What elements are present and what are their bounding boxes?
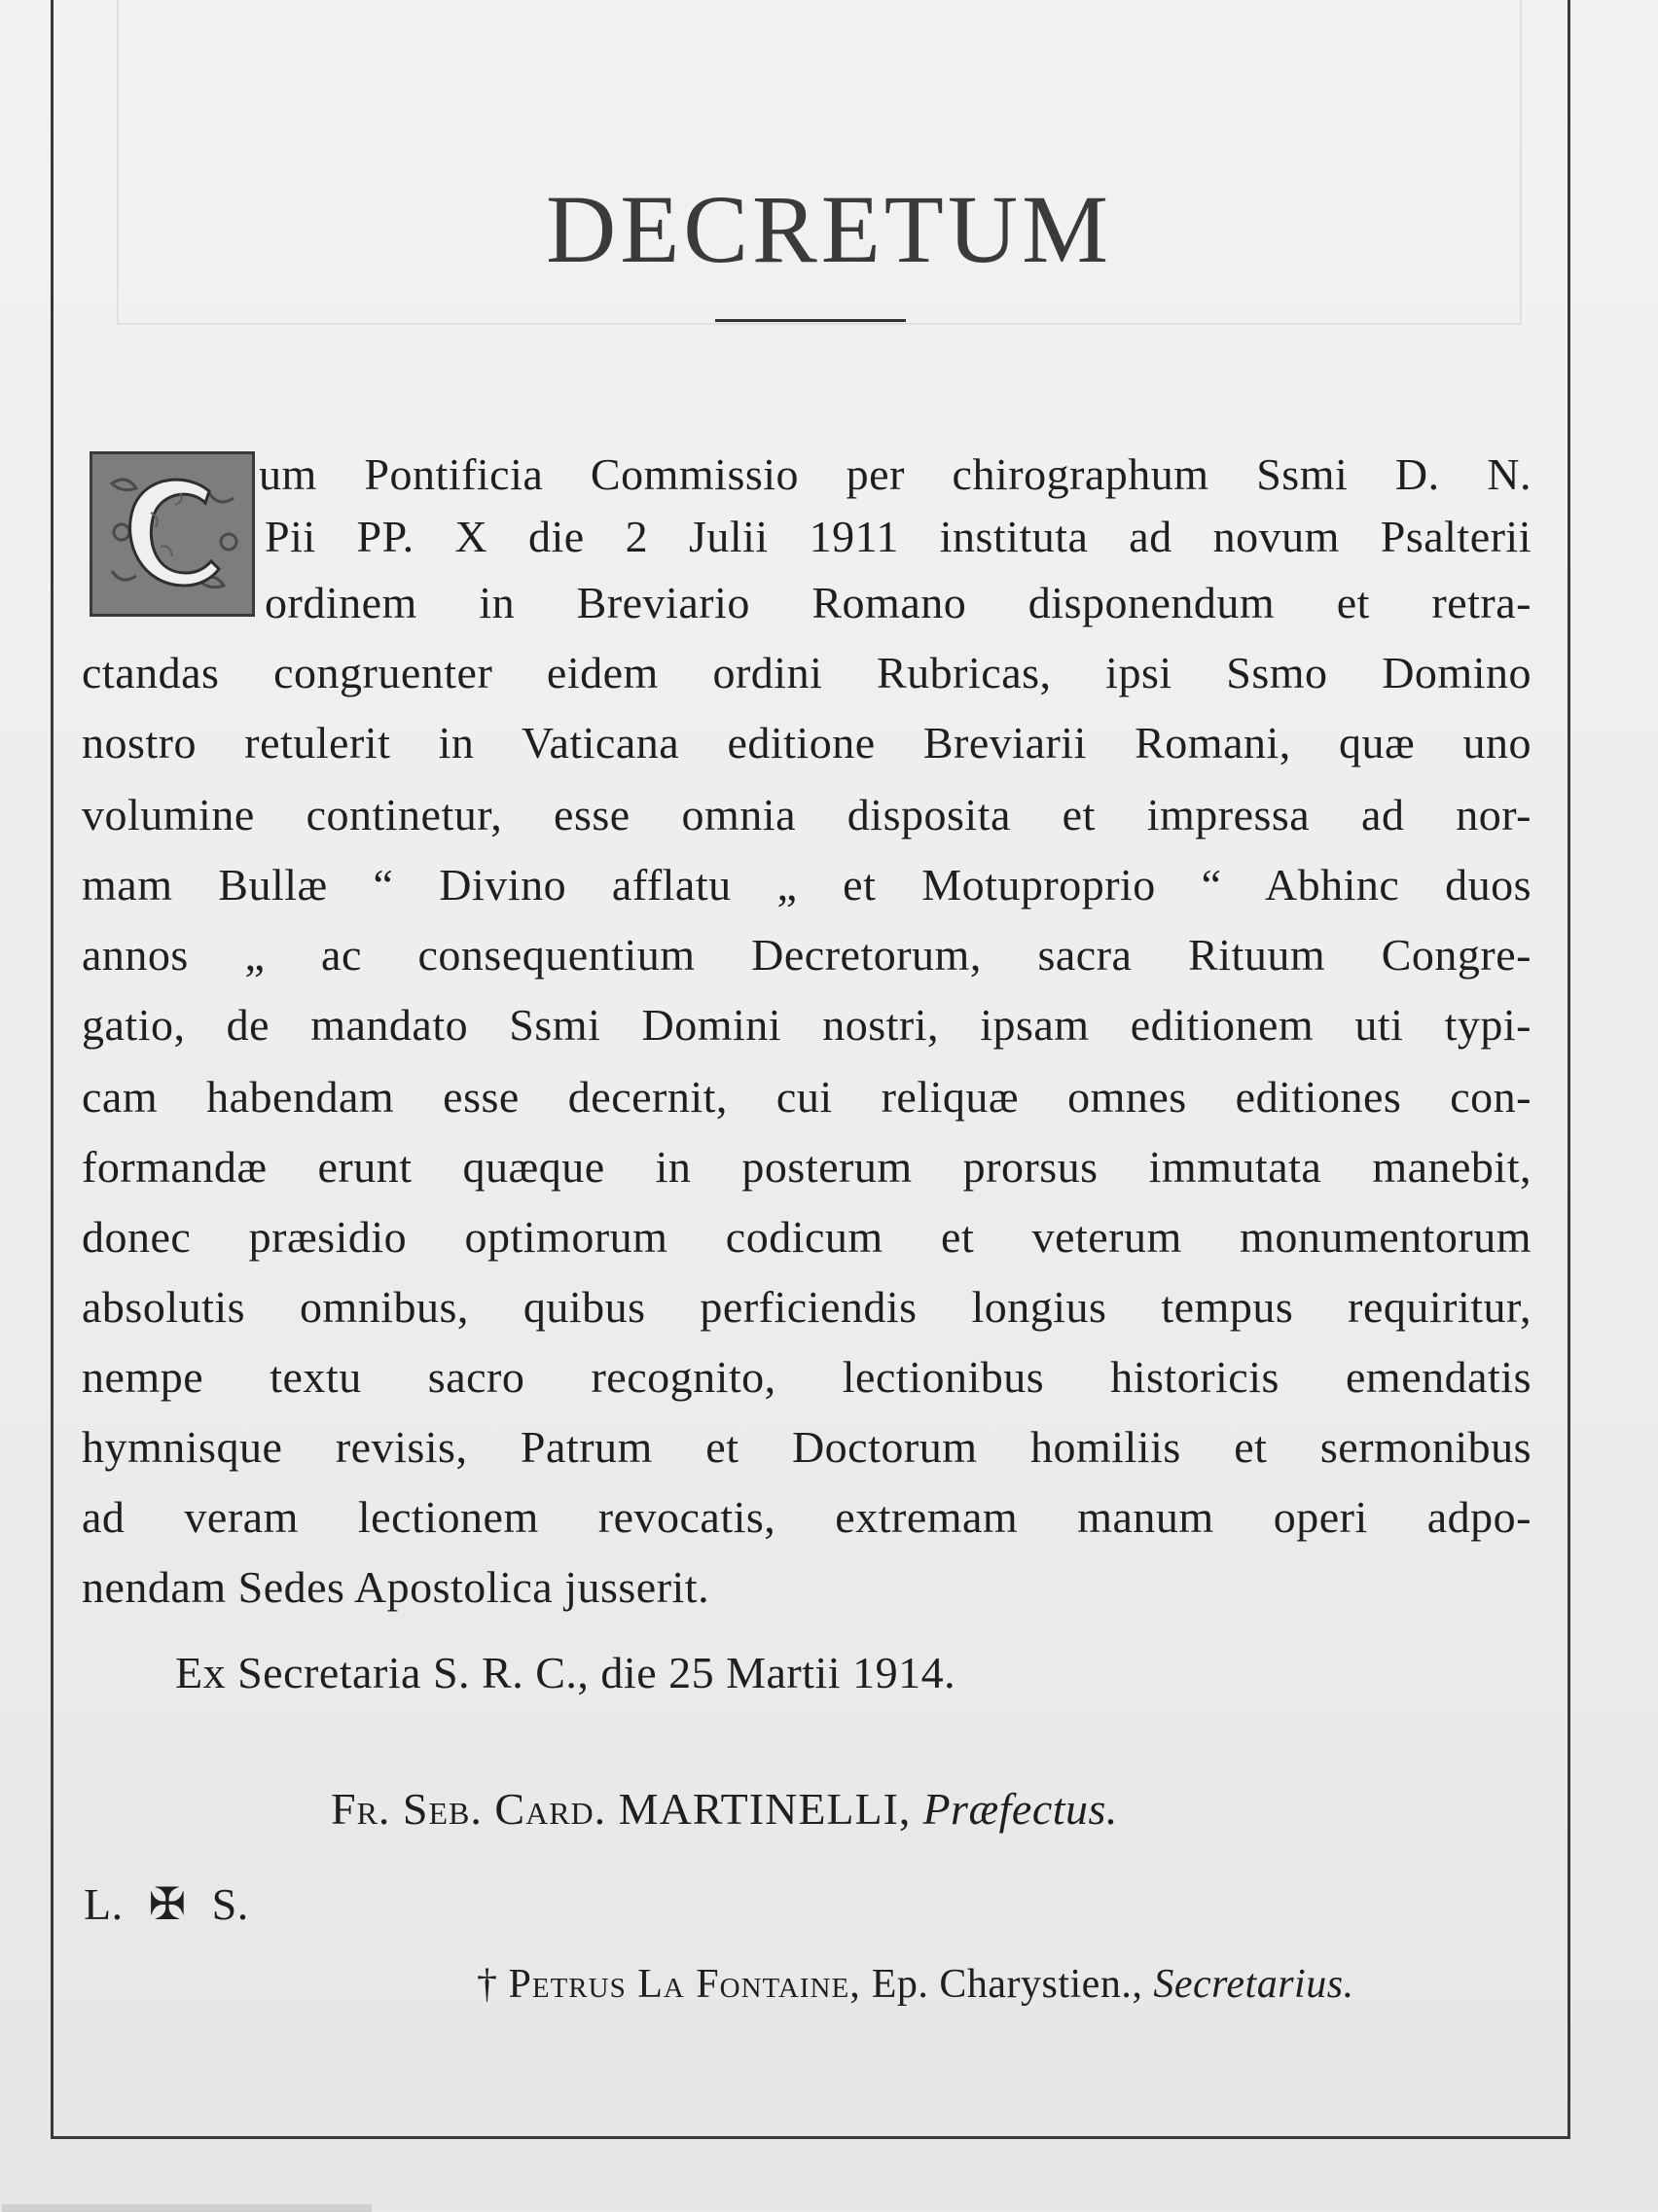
body-line: annos „ ac consequentium Decretorum, sacra Rituum Congre- (82, 930, 1532, 980)
body-line: cam habendam esse decernit, cui reliquæ omnes editiones con- (82, 1072, 1532, 1122)
body-line: ad veram lectionem revocatis, extremam manum operi adpo- (82, 1492, 1532, 1542)
ornamental-letter-icon (92, 454, 252, 614)
body-line: gatio, de mandato Ssmi Domini nostri, ipsam editionem uti typi- (82, 1000, 1532, 1050)
maltese-cross-icon: ✠ (148, 1879, 187, 1929)
prefect-name: Fr. Seb. Card. MARTINELLI, (331, 1784, 912, 1834)
body-line: formandæ erunt quæque in posterum prorsus immutata manebit, (82, 1142, 1532, 1192)
seal-mark (84, 1870, 249, 1940)
secretary-name: Petrus La Fontaine, (508, 1962, 861, 2007)
body-line: nostro retulerit in Vaticana editione Breviarii Romani, quæ uno (82, 718, 1532, 767)
prefect-signature (331, 1774, 1118, 1844)
date-line: Ex Secretaria S. R. C., die 25 Martii 1914. (175, 1648, 956, 1697)
prefect-role: Præfectus. (922, 1784, 1118, 1834)
seal-right: S. (211, 1879, 249, 1929)
body-line: um Pontificia Commissio per chirographum Ssmi D. N. (259, 449, 1532, 499)
body-line: hymnisque revisis, Patrum et Doctorum homiliis et sermonibus (82, 1422, 1532, 1472)
dagger-icon: † (477, 1962, 498, 2007)
page-title: DECRETUM (546, 175, 1112, 283)
body-line: mam Bullæ “ Divino afflatu „ et Motuproprio “ Abhinc duos (82, 860, 1532, 910)
watermark-strip (2, 2204, 372, 2212)
secretary-office: Ep. Charystien., (871, 1962, 1143, 2007)
title-rule (715, 319, 906, 322)
body-line: ctandas congruenter eidem ordini Rubricas, ipsi Ssmo Domino (82, 648, 1532, 697)
secretary-signature (477, 1949, 1354, 2019)
body-line: absolutis omnibus, quibus perficiendis longius tempus requiritur, (82, 1282, 1532, 1332)
body-line: volumine continetur, esse omnia disposita et impressa ad nor- (82, 790, 1532, 839)
seal-left: L. (84, 1879, 124, 1929)
body-line: nendam Sedes Apostolica jusserit. (82, 1562, 710, 1612)
body-line: nempe textu sacro recognito, lectionibus historicis emendatis (82, 1352, 1532, 1402)
decorated-initial-c (90, 451, 255, 617)
body-line: ordinem in Breviario Romano disponendum et retra- (265, 578, 1532, 627)
body-line: Pii PP. X die 2 Julii 1911 instituta ad novum Psalterii (265, 512, 1532, 561)
body-line: donec præsidio optimorum codicum et veterum monumentorum (82, 1212, 1532, 1262)
secretary-role: Secretarius. (1153, 1962, 1354, 2007)
